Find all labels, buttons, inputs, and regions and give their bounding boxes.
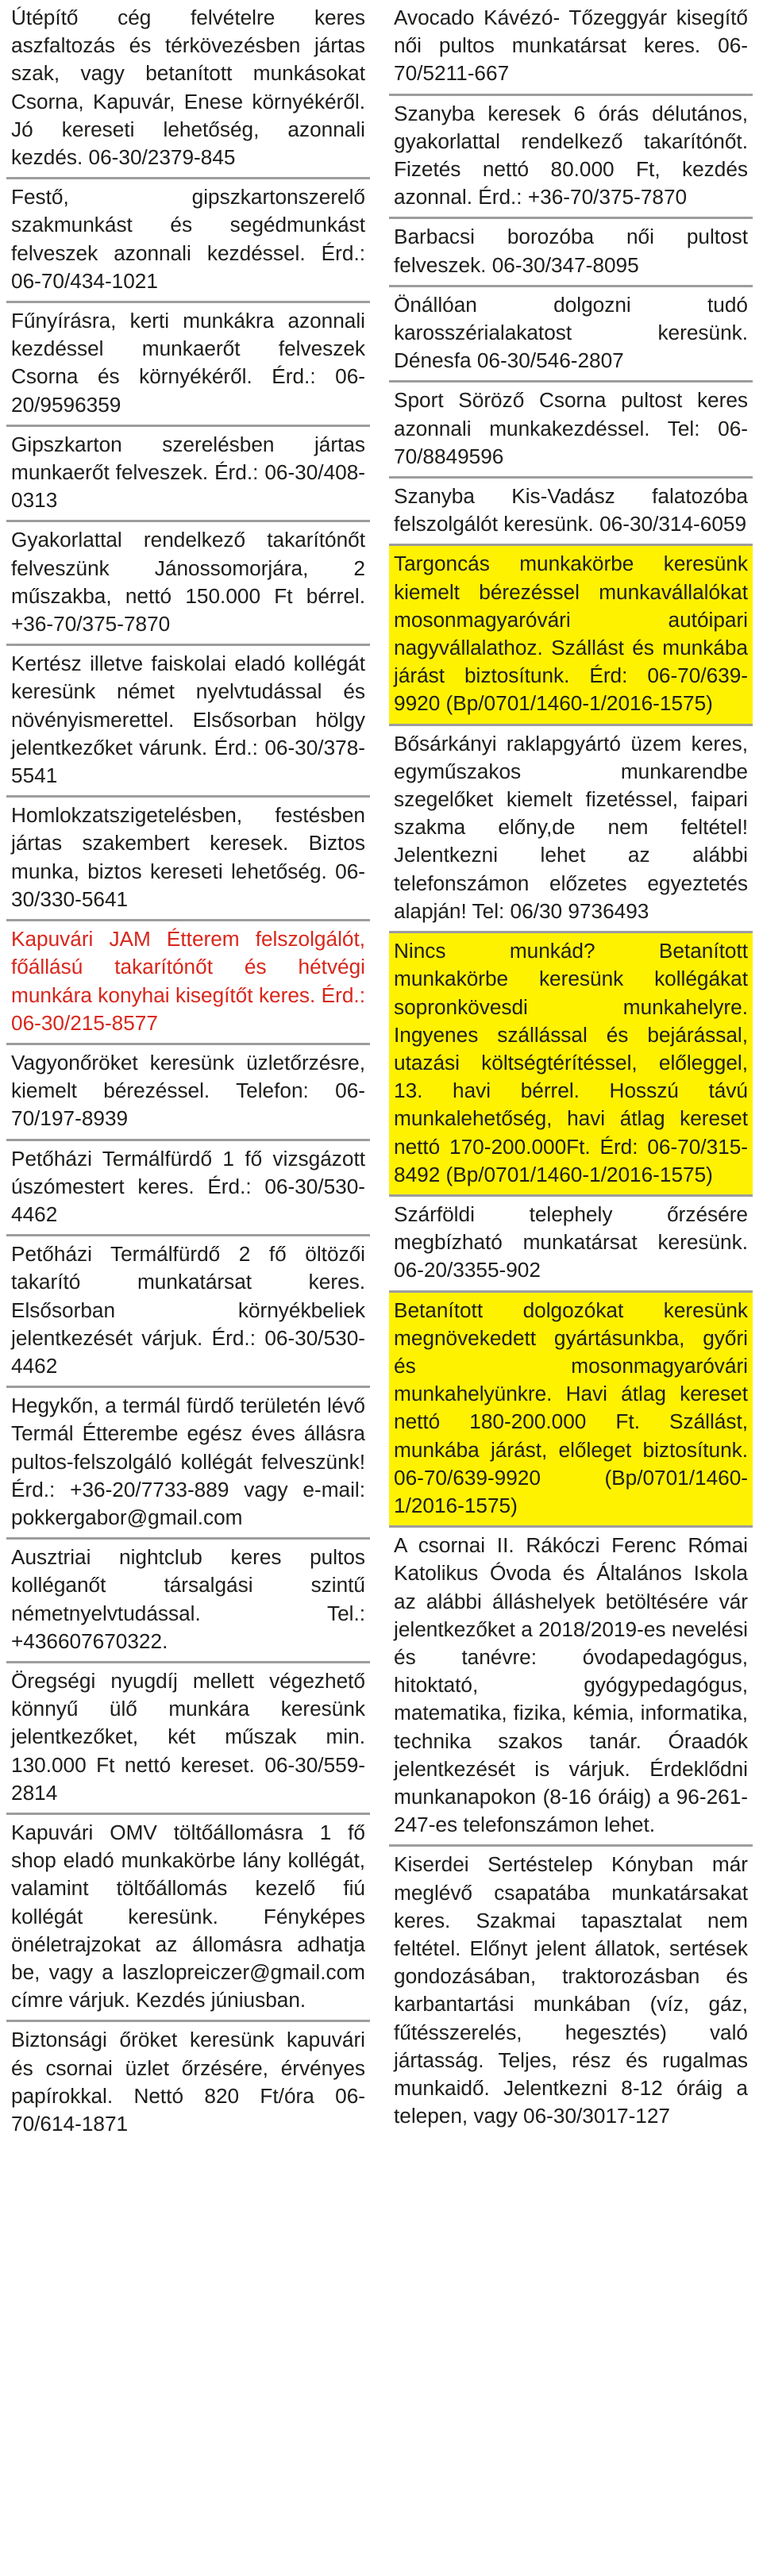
job-ad-text: Kapuvári JAM Étterem felszolgálót, főállású takarítónőt és hétvégi munkára konyhai kisegítőt keres. Érd.: 06-30/215-8577 (11, 927, 365, 1035)
job-ad-text: Avocado Kávézó- Tőzeggyár kisegítő női pultos munkatársat keres. 06-70/5211-667 (394, 6, 748, 86)
job-ad (6, 646, 370, 798)
job-ad (389, 933, 753, 1197)
job-ad-text: Homlokzatszigetelésben, festésben jártas szakembert keresek. Biztos munka, biztos kereseti lehetőség. 06-30/330-5641 (11, 803, 365, 911)
job-ad (389, 219, 753, 286)
job-ad-text: Hegykőn, a termál fürdő területén lévő Termál Étterembe egész éves állásra pultos-felszolgáló kollégát felveszünk! Érd.: +36-20/7733-889 vagy e-mail: pokkergabor@gmail.com (11, 1394, 365, 1529)
job-ad (389, 287, 753, 383)
job-ad-text: Öregségi nyugdíj mellett végezhető könnyű ülő munkára keresünk jelentkezőket, két műszak min. 130.000 Ft nettó kereset. 06-30/559-2814 (11, 1668, 365, 1805)
job-ad (389, 1293, 753, 1528)
job-ad-text: Gyakorlattal rendelkező takarítónőt felveszünk Jánossomorjára, 2 műszakba, nettó 150.000 Ft bérrel. +36-70/375-7870 (11, 528, 365, 636)
job-ad (6, 1815, 370, 2022)
job-ad (389, 1847, 753, 2136)
job-ad-text: A csornai II. Rákóczi Ferenc Római Katolikus Óvoda és Általános Iskola az alábbi álláshelyek betöltésére vár jelentkezőket a 2018/2019-es nevelési és tanévre: óvodapedagógus, hitoktató, gyógypedagógus, matematika, fizika, kémia, informatika, technika szakos tanár. Óraadók jelentkezését is várjuk. Érdeklődni munkanapokon (8-16 óráig) a 96-261-247-es telefonszámon lehet. (394, 1533, 748, 1837)
job-ad (6, 1236, 370, 1388)
job-ad (6, 1663, 370, 1815)
left-ads-column (6, 0, 370, 2143)
job-ad (389, 96, 753, 220)
job-ad-text: Kiserdei Sertéstelep Kónyban már meglévő csapatába munkatársakat keres. Szakmai tapasztalat nem feltétel. Előnyt jelent állatok, sertések gondozásában, traktorozásban és karbantartási munkában (víz, gáz, fűtésszerelés, hegesztés) való jártasság. Teljes, rész és rugalmas munkaidő. Jelentkezni 8-12 óráig a telepen, vagy 06-30/3017-127 (394, 1852, 748, 2128)
job-ad-text: Gipszkarton szerelésben jártas munkaerőt felveszek. Érd.: 06-30/408-0313 (11, 432, 365, 513)
job-ad-text: Sport Söröző Csorna pultost keres azonnali munkakezdéssel. Tel: 06-70/8849596 (394, 388, 748, 468)
job-ad (6, 522, 370, 646)
job-ad (6, 1540, 370, 1663)
job-ad-text: Petőházi Termálfürdő 1 fő vizsgázott úszómestert keres. Érd.: 06-30/530-4462 (11, 1146, 365, 1226)
job-ad (6, 1045, 370, 1141)
job-ad-text: Ausztriai nightclub keres pultos kolléganőt társalgási szintű németnyelvtudással. Tel.: +436607670322. (11, 1545, 365, 1653)
job-ad (389, 1528, 753, 1847)
job-ad-text: Szanyba Kis-Vadász falatozóba felszolgálót keresünk. 06-30/314-6059 (394, 484, 748, 536)
job-ad (6, 921, 370, 1045)
job-ad-text: Kapuvári OMV töltőállomásra 1 fő shop eladó munkakörbe lány kollégát, valamint töltőállomás kezelő fiú kollégát keresünk. Fényképes önéletrajzokat az állomásra adhatja be, vagy a laszlopreiczer@gmail.com címre várjuk. Kezdés júniusban. (11, 1820, 365, 2013)
job-ad-text: Vagyonőröket keresünk üzletőrzésre, kiemelt bérezéssel. Telefon: 06-70/197-8939 (11, 1050, 365, 1131)
job-ad (6, 427, 370, 523)
job-ad-text: Nincs munkád? Betanított munkakörbe keresünk kollégákat sopronkövesdi munkahelyre. Ingyenes szállással és bejárással, utazási költségtérítéssel, előleggel, 13. havi bérrel. Hosszú távú munkalehetőség, havi átlag kereset nettó 170-200.000Ft. Érd: 06-70/315-8492 (Bp/0701/1460-1/2016-1575) (394, 939, 748, 1186)
job-ad (6, 179, 370, 303)
job-ad-text: Kertész illetve faiskolai eladó kollégát keresünk német nyelvtudással és növényismerettel. Elsősorban hölgy jelentkezőket várunk. Érd.: 06-30/378-5541 (11, 652, 365, 788)
job-ad (389, 726, 753, 933)
job-ad-text: Petőházi Termálfürdő 2 fő öltözői takarító munkatársat keres. Elsősorban környékbeliek jelentkezését várjuk. Érd.: 06-30/530-4462 (11, 1242, 365, 1378)
job-ad (389, 383, 753, 479)
job-ad-text: Bősárkányi raklapgyártó üzem keres, egyműszakos munkarendbe szegelőket kiemelt fizetéssel, faipari szakma előny,de nem feltétel! Jelentkezni lehet az alábbi telefonszámon előzetes egyeztetés alapján! Tel: 06/30 9736493 (394, 731, 748, 923)
job-ad-text: Fűnyírásra, kerti munkákra azonnali kezdéssel munkaerőt felveszek Csorna és környékéről. Érd.: 06-20/9596359 (11, 309, 365, 417)
job-ad-text: Betanított dolgozókat keresünk megnövekedett gyártásunkba, győri és mosonmagyaróvári munkahelyünkre. Havi átlag kereset nettó 180-200.000 Ft. Szállást, munkába járást, előleget biztosítunk. 06-70/639-9920 (Bp/0701/1460-1/2016-1575) (394, 1298, 748, 1517)
job-ad (389, 1197, 753, 1293)
job-ad (389, 0, 753, 96)
job-ad-text: Útépítő cég felvételre keres aszfaltozás és térkövezésben jártas szak, vagy betanított munkásokat Csorna, Kapuvár, Enese környékéről. Jó kereseti lehetőség, azonnali kezdés. 06-30/2379-845 (11, 6, 365, 170)
job-ad-text: Szanyba keresek 6 órás délutános, gyakorlattal rendelkező takarítónőt. Fizetés nettó 80.000 Ft, kezdés azonnal. Érd.: +36-70/375-7870 (394, 101, 748, 210)
job-ad (6, 1141, 370, 1237)
job-ad-text: Barbacsi borozóba női pultost felveszek. 06-30/347-8095 (394, 225, 748, 277)
job-ad-text: Önállóan dolgozni tudó karosszérialakatost keresünk. Dénesfa 06-30/546-2807 (394, 292, 748, 373)
job-ad-text: Targoncás munkakörbe keresünk kiemelt bérezéssel munkavállalókat mosonmagyaróvári autóipari nagyvállalathoz. Szállást és munkába járást biztosítunk. Érd: 06-70/639-9920 (Bp/0701/1460-1/2016-1575) (394, 552, 748, 716)
job-ad (6, 303, 370, 427)
job-ad (6, 1388, 370, 1540)
right-ads-column (389, 0, 753, 2136)
job-ad (6, 2022, 370, 2143)
job-ad (6, 0, 370, 179)
job-ad (6, 798, 370, 921)
job-ad-text: Szárföldi telephely őrzésére megbízható munkatársat keresünk. 06-20/3355-902 (394, 1201, 748, 1282)
job-ad-text: Festő, gipszkartonszerelő szakmunkást és segédmunkást felveszek azonnali kezdéssel. Érd.: 06-70/434-1021 (11, 185, 365, 293)
job-ad (389, 479, 753, 546)
job-ad-text: Biztonsági őröket keresünk kapuvári és csornai üzlet őrzésére, érvényes papírokkal. Nettó 820 Ft/óra 06-70/614-1871 (11, 2028, 365, 2136)
job-ad (389, 546, 753, 725)
